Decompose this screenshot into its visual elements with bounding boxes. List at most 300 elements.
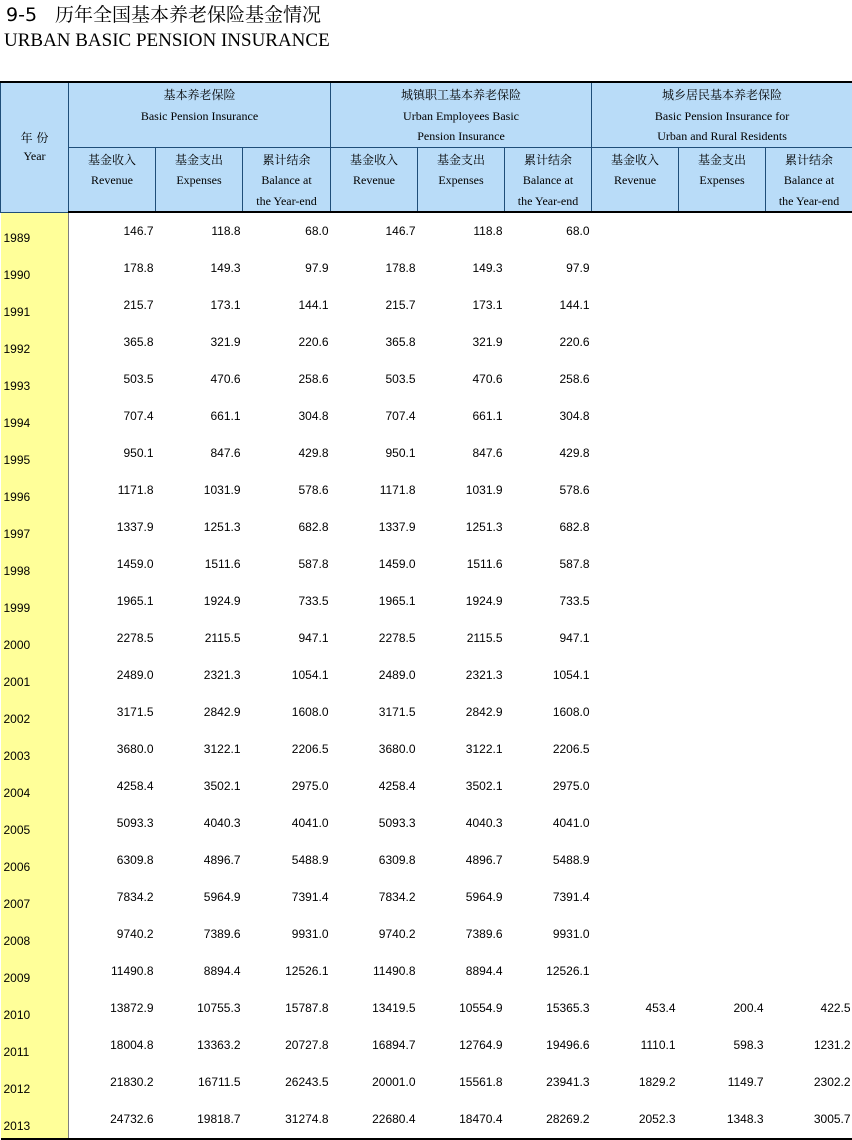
year-header [1, 82, 69, 212]
value-cell: 19818.7 [156, 1101, 243, 1139]
value-cell: 365.8 [331, 324, 418, 361]
value-cell [766, 509, 852, 546]
value-cell: 178.8 [69, 250, 156, 287]
value-cell [766, 657, 852, 694]
col-header-en: Expenses [156, 170, 242, 191]
value-cell: 429.8 [505, 435, 592, 472]
value-cell: 11490.8 [69, 953, 156, 990]
value-cell: 8894.4 [418, 953, 505, 990]
value-cell: 321.9 [156, 324, 243, 361]
table-row [1, 583, 852, 620]
year-cell: 2006 [1, 842, 69, 879]
year-cell: 1990 [1, 250, 69, 287]
value-cell: 5488.9 [505, 842, 592, 879]
group-header-en: Pension Insurance [331, 126, 591, 147]
value-cell: 682.8 [505, 509, 592, 546]
table-row [1, 953, 852, 990]
value-cell: 470.6 [418, 361, 505, 398]
value-cell: 1171.8 [331, 472, 418, 509]
year-cell: 1997 [1, 509, 69, 546]
value-cell: 707.4 [69, 398, 156, 435]
value-cell: 15787.8 [243, 990, 331, 1027]
value-cell: 1110.1 [592, 1027, 679, 1064]
value-cell: 661.1 [418, 398, 505, 435]
value-cell [766, 694, 852, 731]
group-header-basic [69, 82, 331, 147]
group-header-en: Urban and Rural Residents [592, 126, 852, 147]
value-cell [766, 953, 852, 990]
value-cell: 5964.9 [156, 879, 243, 916]
value-cell [592, 398, 679, 435]
value-cell: 18470.4 [418, 1101, 505, 1139]
value-cell: 3680.0 [69, 731, 156, 768]
col-header-en: Balance at [766, 170, 852, 191]
col-header-cn: 基金支出 [156, 150, 242, 171]
title-chinese: 历年全国基本养老保险基金情况 [55, 4, 321, 26]
value-cell: 847.6 [156, 435, 243, 472]
year-cell: 1998 [1, 546, 69, 583]
year-cell: 1999 [1, 583, 69, 620]
value-cell: 1031.9 [418, 472, 505, 509]
value-cell: 118.8 [156, 212, 243, 250]
col-header-cn: 基金收入 [331, 150, 417, 171]
value-cell: 144.1 [243, 287, 331, 324]
table-row [1, 287, 852, 324]
value-cell: 146.7 [69, 212, 156, 250]
col-header-en: Expenses [679, 170, 765, 191]
value-cell: 13363.2 [156, 1027, 243, 1064]
value-cell [592, 842, 679, 879]
value-cell: 28269.2 [505, 1101, 592, 1139]
value-cell: 8894.4 [156, 953, 243, 990]
value-cell: 11490.8 [331, 953, 418, 990]
table-row [1, 361, 852, 398]
col-header-balance [505, 147, 592, 212]
value-cell: 258.6 [243, 361, 331, 398]
col-header-expenses [156, 147, 243, 212]
year-cell: 2010 [1, 990, 69, 1027]
value-cell: 9931.0 [243, 916, 331, 953]
value-cell [679, 398, 766, 435]
value-cell [766, 916, 852, 953]
value-cell: 429.8 [243, 435, 331, 472]
value-cell: 4040.3 [156, 805, 243, 842]
value-cell [592, 583, 679, 620]
value-cell: 12526.1 [505, 953, 592, 990]
table-row [1, 1101, 852, 1139]
value-cell: 20727.8 [243, 1027, 331, 1064]
value-cell [679, 731, 766, 768]
value-cell: 2975.0 [243, 768, 331, 805]
value-cell: 15561.8 [418, 1064, 505, 1101]
value-cell: 18004.8 [69, 1027, 156, 1064]
value-cell: 5093.3 [69, 805, 156, 842]
value-cell: 2115.5 [156, 620, 243, 657]
value-cell: 149.3 [418, 250, 505, 287]
value-cell: 220.6 [505, 324, 592, 361]
col-header-en: the Year-end [505, 191, 591, 212]
value-cell [679, 620, 766, 657]
table-row [1, 731, 852, 768]
table-row [1, 509, 852, 546]
year-cell: 1992 [1, 324, 69, 361]
value-cell [679, 583, 766, 620]
table-row [1, 324, 852, 361]
value-cell: 16711.5 [156, 1064, 243, 1101]
year-cell: 2000 [1, 620, 69, 657]
value-cell: 1924.9 [156, 583, 243, 620]
value-cell [766, 212, 852, 250]
value-cell: 9931.0 [505, 916, 592, 953]
value-cell: 2321.3 [418, 657, 505, 694]
value-cell [766, 546, 852, 583]
value-cell: 22680.4 [331, 1101, 418, 1139]
value-cell: 13419.5 [331, 990, 418, 1027]
value-cell: 9740.2 [331, 916, 418, 953]
value-cell: 68.0 [505, 212, 592, 250]
value-cell: 2278.5 [331, 620, 418, 657]
value-cell: 12526.1 [243, 953, 331, 990]
value-cell: 1511.6 [156, 546, 243, 583]
value-cell [592, 694, 679, 731]
table-row [1, 879, 852, 916]
group-header-en: Basic Pension Insurance [69, 106, 330, 127]
group-header-en: Basic Pension Insurance for [592, 106, 852, 127]
value-cell: 5488.9 [243, 842, 331, 879]
value-cell: 6309.8 [69, 842, 156, 879]
year-cell: 2002 [1, 694, 69, 731]
value-cell: 178.8 [331, 250, 418, 287]
table-header [1, 82, 852, 212]
value-cell [592, 916, 679, 953]
value-cell: 1171.8 [69, 472, 156, 509]
value-cell [679, 842, 766, 879]
value-cell: 1965.1 [331, 583, 418, 620]
value-cell: 503.5 [69, 361, 156, 398]
value-cell: 4041.0 [243, 805, 331, 842]
value-cell: 149.3 [156, 250, 243, 287]
value-cell: 1031.9 [156, 472, 243, 509]
value-cell [679, 212, 766, 250]
value-cell: 950.1 [69, 435, 156, 472]
value-cell: 146.7 [331, 212, 418, 250]
value-cell: 3502.1 [418, 768, 505, 805]
value-cell [766, 768, 852, 805]
value-cell: 1337.9 [69, 509, 156, 546]
value-cell: 661.1 [156, 398, 243, 435]
year-cell: 1989 [1, 212, 69, 250]
value-cell [766, 435, 852, 472]
value-cell: 258.6 [505, 361, 592, 398]
value-cell: 1149.7 [679, 1064, 766, 1101]
value-cell: 4041.0 [505, 805, 592, 842]
value-cell [592, 768, 679, 805]
year-header-cn: 年 份 [1, 129, 68, 147]
value-cell: 1459.0 [69, 546, 156, 583]
group-header-cn: 城乡居民基本养老保险 [592, 85, 852, 106]
year-cell: 2011 [1, 1027, 69, 1064]
value-cell: 304.8 [505, 398, 592, 435]
value-cell: 1251.3 [418, 509, 505, 546]
year-cell: 2007 [1, 879, 69, 916]
value-cell: 4258.4 [331, 768, 418, 805]
value-cell [766, 398, 852, 435]
value-cell [679, 509, 766, 546]
value-cell [592, 212, 679, 250]
value-cell: 31274.8 [243, 1101, 331, 1139]
year-cell: 2001 [1, 657, 69, 694]
value-cell: 2278.5 [69, 620, 156, 657]
value-cell [592, 361, 679, 398]
value-cell: 4896.7 [156, 842, 243, 879]
col-header-cn: 累计结余 [243, 150, 330, 171]
value-cell: 1829.2 [592, 1064, 679, 1101]
value-cell: 215.7 [331, 287, 418, 324]
value-cell [592, 287, 679, 324]
value-cell: 470.6 [156, 361, 243, 398]
table-row [1, 546, 852, 583]
table-row [1, 916, 852, 953]
page-title-en: URBAN BASIC PENSION INSURANCE [4, 30, 330, 52]
value-cell [766, 842, 852, 879]
value-cell: 118.8 [418, 212, 505, 250]
col-header-cn: 基金支出 [418, 150, 504, 171]
value-cell: 1054.1 [243, 657, 331, 694]
value-cell: 24732.6 [69, 1101, 156, 1139]
value-cell [766, 250, 852, 287]
col-header-en: Revenue [331, 170, 417, 191]
value-cell: 587.8 [243, 546, 331, 583]
value-cell [679, 657, 766, 694]
value-cell [679, 805, 766, 842]
value-cell: 733.5 [243, 583, 331, 620]
value-cell: 1459.0 [331, 546, 418, 583]
value-cell: 2321.3 [156, 657, 243, 694]
value-cell: 1337.9 [331, 509, 418, 546]
value-cell [679, 287, 766, 324]
group-header-cn: 城镇职工基本养老保险 [331, 85, 591, 106]
col-header-cn: 累计结余 [766, 150, 852, 171]
value-cell [592, 324, 679, 361]
value-cell: 947.1 [243, 620, 331, 657]
value-cell: 578.6 [505, 472, 592, 509]
value-cell: 304.8 [243, 398, 331, 435]
table-row [1, 398, 852, 435]
value-cell: 6309.8 [331, 842, 418, 879]
value-cell: 20001.0 [331, 1064, 418, 1101]
header-row-columns [1, 147, 852, 212]
value-cell [766, 731, 852, 768]
value-cell: 2975.0 [505, 768, 592, 805]
value-cell: 2842.9 [418, 694, 505, 731]
group-header-cn: 基本养老保险 [69, 85, 330, 106]
value-cell: 598.3 [679, 1027, 766, 1064]
table-row [1, 620, 852, 657]
value-cell: 2302.2 [766, 1064, 852, 1101]
value-cell [592, 879, 679, 916]
value-cell: 3005.7 [766, 1101, 852, 1139]
value-cell [592, 731, 679, 768]
value-cell [679, 546, 766, 583]
year-cell: 1991 [1, 287, 69, 324]
value-cell [592, 805, 679, 842]
col-header-cn: 累计结余 [505, 150, 591, 171]
value-cell [592, 620, 679, 657]
value-cell [766, 879, 852, 916]
value-cell: 1054.1 [505, 657, 592, 694]
value-cell: 1608.0 [243, 694, 331, 731]
value-cell: 1924.9 [418, 583, 505, 620]
value-cell [679, 435, 766, 472]
value-cell: 4040.3 [418, 805, 505, 842]
table-body [1, 212, 852, 1139]
value-cell: 7834.2 [331, 879, 418, 916]
col-header-revenue [331, 147, 418, 212]
pension-table [0, 81, 852, 1140]
value-cell [679, 472, 766, 509]
table-number: 9-5 [6, 4, 37, 26]
table-row [1, 694, 852, 731]
table-row [1, 657, 852, 694]
value-cell [592, 657, 679, 694]
value-cell: 1608.0 [505, 694, 592, 731]
value-cell: 200.4 [679, 990, 766, 1027]
value-cell: 97.9 [243, 250, 331, 287]
value-cell: 422.5 [766, 990, 852, 1027]
col-header-en: Balance at [505, 170, 591, 191]
value-cell: 173.1 [418, 287, 505, 324]
value-cell: 3122.1 [418, 731, 505, 768]
value-cell: 707.4 [331, 398, 418, 435]
value-cell: 15365.3 [505, 990, 592, 1027]
table-row [1, 842, 852, 879]
year-cell: 2013 [1, 1101, 69, 1139]
year-cell: 1996 [1, 472, 69, 509]
value-cell: 2489.0 [331, 657, 418, 694]
table-row [1, 805, 852, 842]
value-cell: 7391.4 [505, 879, 592, 916]
col-header-en: the Year-end [766, 191, 852, 212]
col-header-en: Balance at [243, 170, 330, 191]
table-row [1, 768, 852, 805]
value-cell: 173.1 [156, 287, 243, 324]
value-cell: 947.1 [505, 620, 592, 657]
value-cell [592, 509, 679, 546]
value-cell: 3171.5 [69, 694, 156, 731]
value-cell: 3680.0 [331, 731, 418, 768]
value-cell [592, 435, 679, 472]
value-cell: 10755.3 [156, 990, 243, 1027]
value-cell [679, 250, 766, 287]
year-cell: 2008 [1, 916, 69, 953]
value-cell: 3502.1 [156, 768, 243, 805]
year-cell: 1994 [1, 398, 69, 435]
group-header-en: Urban Employees Basic [331, 106, 591, 127]
value-cell: 215.7 [69, 287, 156, 324]
value-cell: 10554.9 [418, 990, 505, 1027]
col-header-cn: 基金支出 [679, 150, 765, 171]
value-cell: 7391.4 [243, 879, 331, 916]
value-cell: 1231.2 [766, 1027, 852, 1064]
group-header-urban-employees [331, 82, 592, 147]
value-cell: 2206.5 [243, 731, 331, 768]
value-cell: 453.4 [592, 990, 679, 1027]
value-cell: 4258.4 [69, 768, 156, 805]
year-cell: 2012 [1, 1064, 69, 1101]
value-cell [679, 324, 766, 361]
value-cell: 2206.5 [505, 731, 592, 768]
value-cell [766, 287, 852, 324]
value-cell [766, 324, 852, 361]
year-cell: 2005 [1, 805, 69, 842]
table-row [1, 472, 852, 509]
col-header-cn: 基金收入 [69, 150, 155, 171]
value-cell [592, 250, 679, 287]
table-row [1, 435, 852, 472]
col-header-expenses [679, 147, 766, 212]
year-cell: 2004 [1, 768, 69, 805]
value-cell: 19496.6 [505, 1027, 592, 1064]
col-header-revenue [592, 147, 679, 212]
value-cell: 365.8 [69, 324, 156, 361]
value-cell: 12764.9 [418, 1027, 505, 1064]
value-cell [679, 879, 766, 916]
value-cell: 1348.3 [679, 1101, 766, 1139]
col-header-en: the Year-end [243, 191, 330, 212]
value-cell [679, 768, 766, 805]
value-cell: 847.6 [418, 435, 505, 472]
col-header-en: Revenue [69, 170, 155, 191]
value-cell: 321.9 [418, 324, 505, 361]
value-cell [766, 361, 852, 398]
value-cell: 16894.7 [331, 1027, 418, 1064]
year-cell: 1993 [1, 361, 69, 398]
table-row [1, 250, 852, 287]
value-cell: 220.6 [243, 324, 331, 361]
value-cell: 9740.2 [69, 916, 156, 953]
value-cell [592, 472, 679, 509]
year-header-en: Year [1, 147, 68, 165]
value-cell [766, 805, 852, 842]
page-title-cn [6, 4, 321, 26]
value-cell: 23941.3 [505, 1064, 592, 1101]
year-cell: 2009 [1, 953, 69, 990]
col-header-balance [766, 147, 852, 212]
value-cell: 1965.1 [69, 583, 156, 620]
value-cell: 4896.7 [418, 842, 505, 879]
value-cell: 950.1 [331, 435, 418, 472]
value-cell: 2842.9 [156, 694, 243, 731]
value-cell: 26243.5 [243, 1064, 331, 1101]
value-cell: 1511.6 [418, 546, 505, 583]
value-cell: 578.6 [243, 472, 331, 509]
value-cell: 7389.6 [418, 916, 505, 953]
value-cell: 97.9 [505, 250, 592, 287]
value-cell: 2489.0 [69, 657, 156, 694]
group-header-residents [592, 82, 852, 147]
value-cell: 68.0 [243, 212, 331, 250]
col-header-expenses [418, 147, 505, 212]
value-cell: 3171.5 [331, 694, 418, 731]
value-cell: 682.8 [243, 509, 331, 546]
value-cell [592, 953, 679, 990]
value-cell: 3122.1 [156, 731, 243, 768]
value-cell: 7834.2 [69, 879, 156, 916]
value-cell: 1251.3 [156, 509, 243, 546]
value-cell: 5964.9 [418, 879, 505, 916]
table-row [1, 1027, 852, 1064]
value-cell [592, 546, 679, 583]
